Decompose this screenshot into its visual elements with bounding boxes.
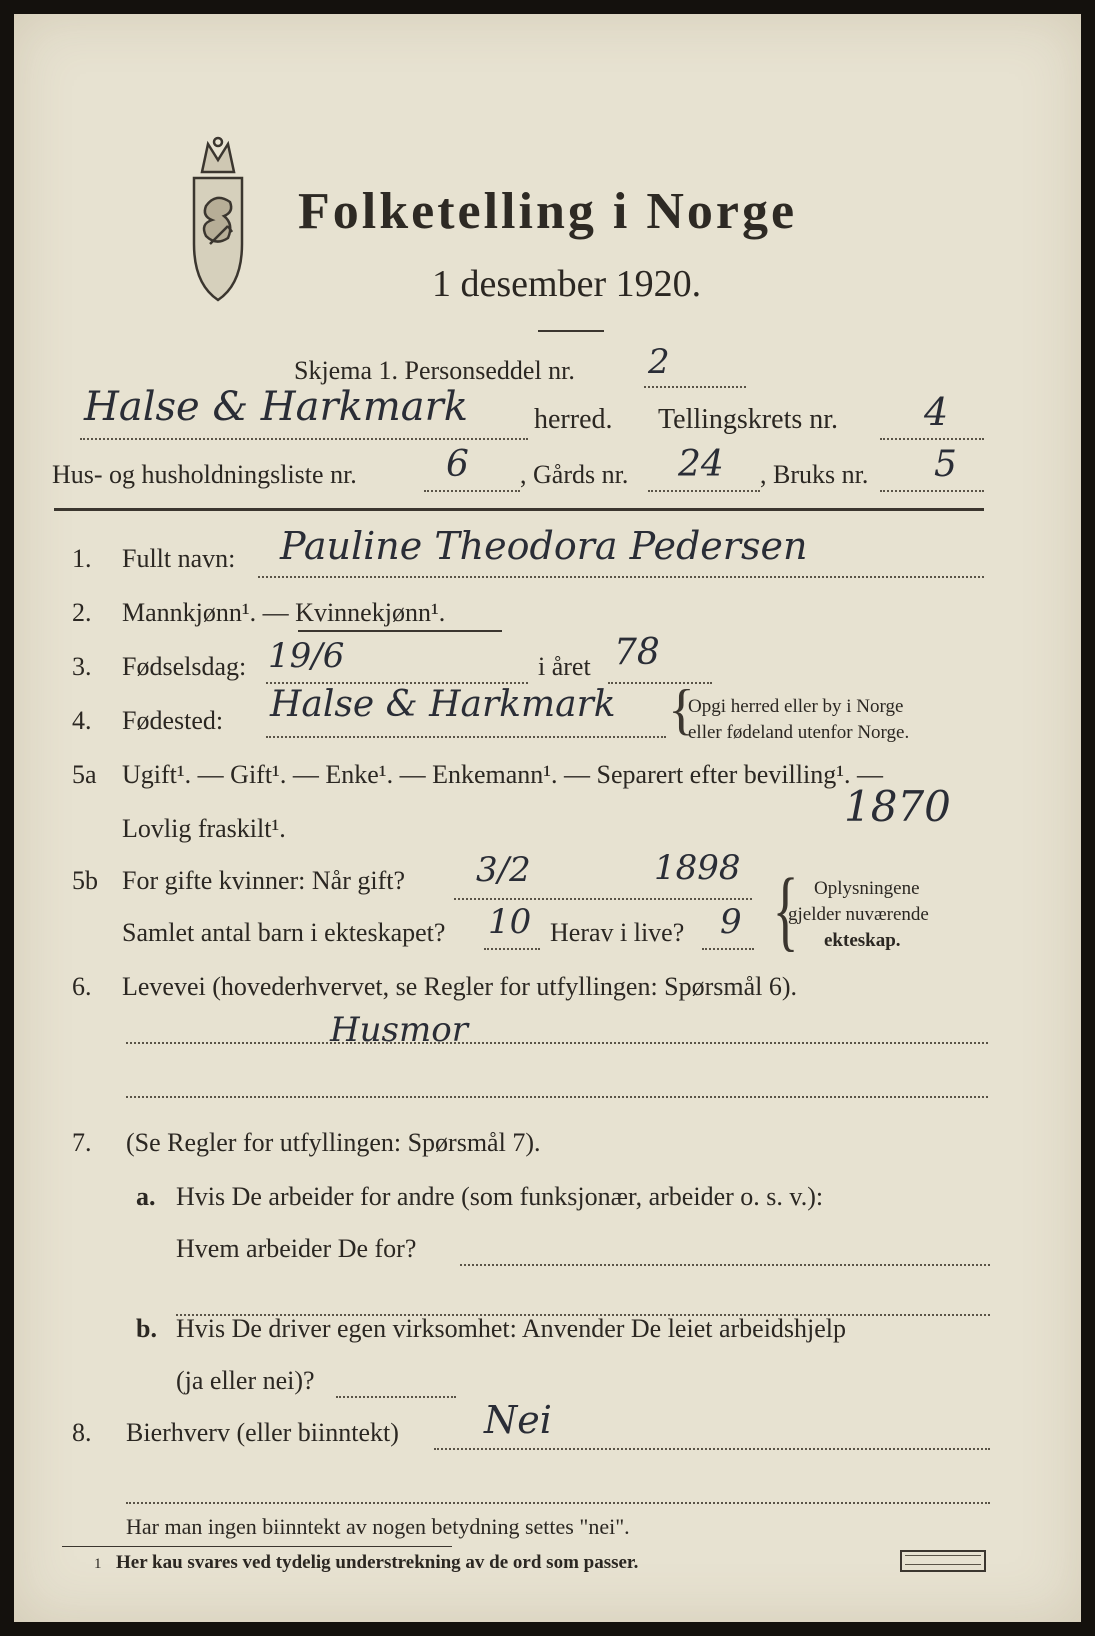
- q5b-married-year[interactable]: 1898: [654, 848, 741, 888]
- q8-label: Bierhverv (eller biinntekt): [126, 1418, 399, 1447]
- personseddel-value[interactable]: 2: [648, 342, 670, 382]
- herred-label: herred.: [534, 404, 613, 435]
- q3-year-label: i året: [538, 652, 591, 681]
- q6-line2: [126, 1096, 988, 1098]
- q7b-text: Hvis De driver egen virksomhet: Anvender De leiet arbeidshjelp: [176, 1314, 847, 1343]
- q3-year-line: [608, 682, 712, 684]
- title-divider: [538, 330, 604, 332]
- form-date: 1 desember 1920.: [432, 263, 702, 305]
- q1-line: [258, 576, 984, 578]
- q5b-married-line: [454, 898, 752, 900]
- q7-number: 7.: [72, 1128, 92, 1157]
- q4-birthplace-value[interactable]: Halse & Harkmark: [270, 684, 616, 725]
- q5b-alive-value[interactable]: 9: [720, 902, 742, 942]
- q5b-children-line: [484, 948, 540, 950]
- tellingskrets-label: Tellingskrets nr.: [658, 404, 839, 435]
- q4-note-line2: eller fødeland utenfor Norge.: [688, 722, 910, 743]
- q8-number: 8.: [72, 1418, 92, 1447]
- q5b-note-line2: gjelder nuværende: [788, 904, 929, 925]
- q5b-alive-line: [702, 948, 754, 950]
- personseddel-line: [644, 386, 746, 388]
- gards-line: [648, 490, 760, 492]
- q3-year-value[interactable]: 78: [614, 632, 660, 673]
- nei-note: Har man ingen biinntekt av nogen betydning settes "nei".: [126, 1514, 630, 1539]
- q7b-sub: (ja eller nei)?: [176, 1366, 315, 1395]
- q6-number: 6.: [72, 972, 92, 1001]
- footnote-rule: [62, 1546, 452, 1547]
- q5a-line2: Lovlig fraskilt¹.: [122, 814, 286, 843]
- q8-line2: [126, 1502, 990, 1504]
- q2-label: Mannkjønn¹. — Kvinnekjønn¹.: [122, 598, 446, 627]
- norwegian-coat-of-arms: [172, 134, 264, 304]
- gards-label: , Gårds nr.: [520, 460, 629, 489]
- q5b-number: 5b: [72, 866, 98, 895]
- q8-value[interactable]: Nei: [484, 1398, 552, 1442]
- footnote-number: 1: [94, 1556, 102, 1572]
- q4-number: 4.: [72, 706, 92, 735]
- q5b-brace: {: [772, 861, 799, 960]
- q5b-children-value[interactable]: 10: [488, 902, 532, 942]
- q4-note-line1: Opgi herred eller by i Norge: [688, 696, 904, 717]
- herred-line: [80, 438, 528, 440]
- printer-stamp: [900, 1550, 986, 1572]
- q1-name-value[interactable]: Pauline Theodora Pedersen: [280, 524, 808, 568]
- q5b-note-line3: ekteskap.: [824, 930, 901, 951]
- hus-value[interactable]: 6: [446, 444, 469, 485]
- q3-label: Fødselsdag:: [122, 652, 247, 681]
- herred-value[interactable]: Halse & Harkmark: [84, 384, 468, 430]
- q1-label: Fullt navn:: [122, 544, 236, 573]
- q4-line: [266, 736, 666, 738]
- bruks-label: , Bruks nr.: [760, 460, 869, 489]
- q7-label: (Se Regler for utfyllingen: Spørsmål 7).: [126, 1128, 541, 1157]
- q6-occupation-value[interactable]: Husmor: [330, 1010, 468, 1050]
- skjema-label: Skjema 1. Personseddel nr.: [294, 356, 575, 385]
- q5b-alive-label: Herav i live?: [550, 918, 685, 947]
- q7a-text: Hvis De arbeider for andre (som funksjonær, arbeider o. s. v.):: [176, 1182, 824, 1211]
- q7a-sub: Hvem arbeider De for?: [176, 1234, 417, 1263]
- hus-label: Hus- og husholdningsliste nr.: [52, 460, 357, 489]
- q5b-label: For gifte kvinner: Når gift?: [122, 866, 406, 895]
- q5b-note-line1: Oplysningene: [814, 878, 920, 899]
- q4-brace: {: [668, 679, 695, 741]
- footnote-text: Her kau svares ved tydelig understrekning av de ord som passer.: [116, 1552, 639, 1573]
- bruks-line: [880, 490, 984, 492]
- q5a-number: 5a: [72, 760, 97, 789]
- gards-value[interactable]: 24: [678, 444, 724, 485]
- q6-line1: [126, 1042, 988, 1044]
- q7a-letter: a.: [136, 1182, 156, 1211]
- hus-line: [424, 490, 520, 492]
- q5a-line1: Ugift¹. — Gift¹. — Enke¹. — Enkemann¹. — Separert efter bevilling¹. —: [122, 760, 884, 789]
- q3-number: 3.: [72, 652, 92, 681]
- q8-line: [434, 1448, 990, 1450]
- q2-number: 2.: [72, 598, 92, 627]
- header-rule: [54, 508, 984, 511]
- q3-birthday-value[interactable]: 19/6: [268, 636, 345, 676]
- kvinnekjonn-underline: [298, 630, 502, 632]
- q5b-children-label: Samlet antal barn i ekteskapet?: [122, 918, 446, 947]
- tellingskrets-line: [880, 438, 984, 440]
- q7b-letter: b.: [136, 1314, 157, 1343]
- census-form: [14, 14, 1081, 1622]
- q6-label: Levevei (hovederhvervet, se Regler for utfyllingen: Spørsmål 6).: [122, 972, 798, 1001]
- q5b-married-value[interactable]: 3/2: [476, 850, 531, 890]
- q1-number: 1.: [72, 544, 92, 573]
- form-title: Folketelling i Norge: [298, 183, 798, 240]
- tellingskrets-value[interactable]: 4: [924, 390, 949, 434]
- bruks-value[interactable]: 5: [934, 444, 957, 485]
- q5b-married-year-alt[interactable]: 1870: [844, 782, 951, 831]
- q7b-line[interactable]: [336, 1396, 456, 1398]
- q4-label: Fødested:: [122, 706, 224, 735]
- q7a-line1[interactable]: [460, 1264, 990, 1266]
